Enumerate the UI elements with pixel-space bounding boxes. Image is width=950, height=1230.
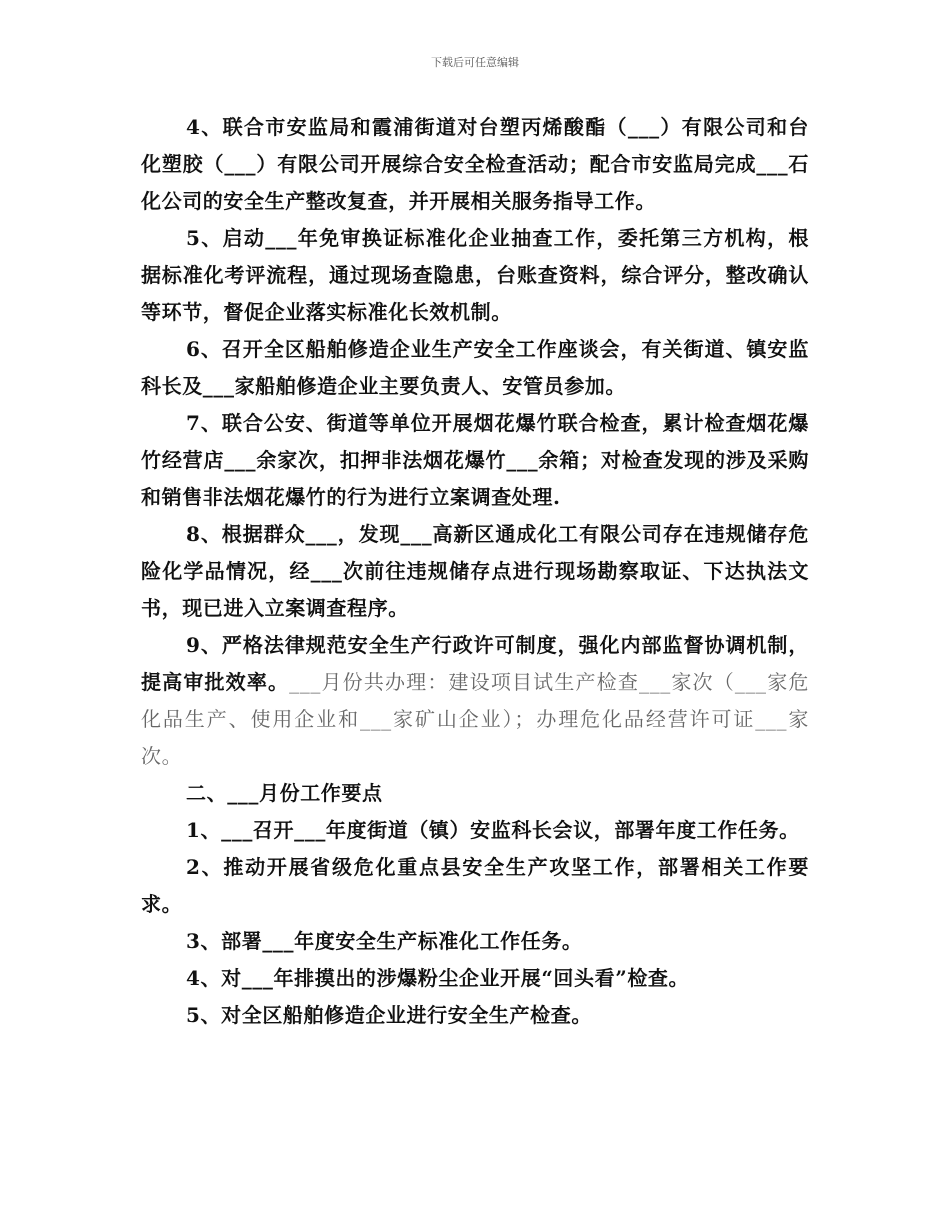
paragraph-item-6: 6、召开全区船舶修造企业生产安全工作座谈会，有关街道、镇安监科长及___家船舶修造企业主要负责人、安管员参加。: [141, 337, 809, 398]
work-point-1: 1、___召开___年度街道（镇）安监科长会议，部署年度工作任务。: [186, 818, 800, 842]
paragraph-item-5: 5、启动___年免审换证标准化企业抽查工作，委托第三方机构，根据标准化考评流程，通过现场查隐患，台账查资料，综合评分，整改确认等环节，督促企业落实标准化长效机制。: [141, 226, 809, 324]
paragraph-item-9: [141, 627, 809, 775]
work-point-4: 4、对___年排摸出的涉爆粉尘企业开展“回头看”检查。: [186, 966, 690, 990]
work-point-3: 3、部署___年度安全生产标准化工作任务。: [186, 929, 583, 953]
paragraph-item-7: 7、联合公安、街道等单位开展烟花爆竹联合检查，累计检查烟花爆竹经营店___余家次，扣押非法烟花爆竹___余箱；对检查发现的涉及采购和销售非法烟花爆竹的行为进行立案调查处理.: [141, 411, 809, 509]
document-body: [141, 109, 809, 1034]
section-heading: 二、___月份工作要点: [186, 781, 383, 805]
work-point-2: 2、推动开展省级危化重点县安全生产攻坚工作，部署相关工作要求。: [141, 855, 809, 916]
header-note: 下载后可任意编辑: [431, 56, 519, 69]
paragraph-item-8: 8、根据群众___，发现___高新区通成化工有限公司存在违规储存危险化学品情况，经___次前往违规储存点进行现场勘察取证、下达执法文书，现已进入立案调查程序。: [141, 522, 809, 620]
paragraph-item-9-light: ___月份共办理：建设项目试生产检查___家次（___家危化品生产、使用企业和___家矿山企业）；办理危化品经营许可证___家次。: [141, 670, 809, 768]
paragraph-item-4: 4、联合市安监局和霞浦街道对台塑丙烯酸酯（___）有限公司和台化塑胶（___）有限公司开展综合安全检查活动；配合市安监局完成___石化公司的安全生产整改复查，并开展相关服务指导工作。: [141, 115, 809, 213]
paragraph-item-9-bold: 9、严格法律规范安全生产行政许可制度，强化内部监督协调机制，提高审批效率。: [141, 633, 809, 694]
work-point-5: 5、对全区船舶修造企业进行安全生产检查。: [186, 1003, 592, 1027]
